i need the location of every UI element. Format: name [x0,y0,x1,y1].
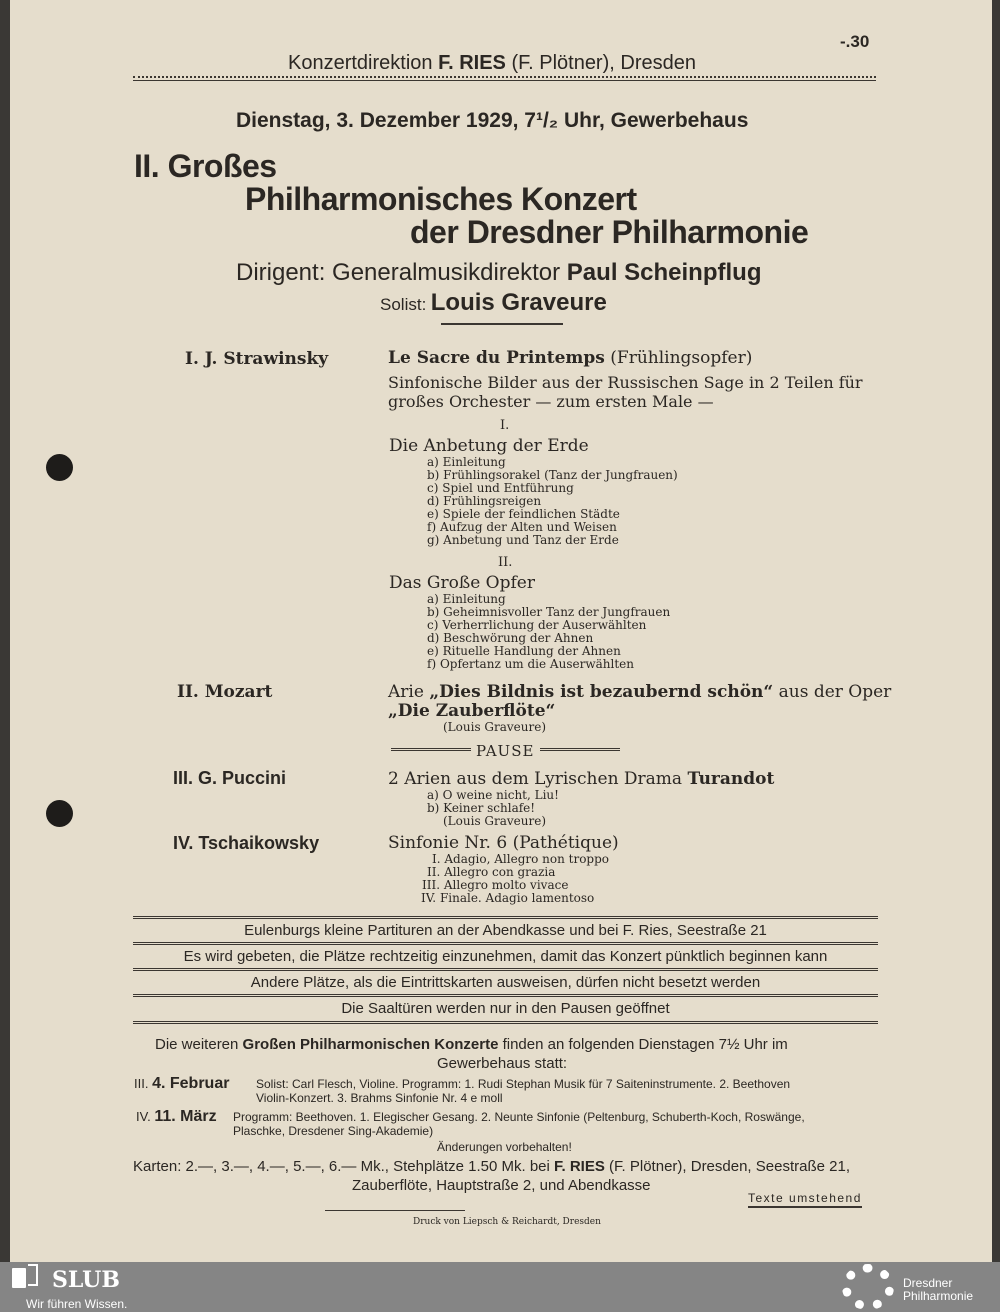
notice: Die Saaltüren werden nur in den Pausen geöffnet [133,994,878,1020]
work-name: 2 Arien aus dem Lyrischen Drama [388,769,683,789]
page-number: -.30 [840,32,870,51]
concert-text: Solist: Carl Flesch, Violine. Programm: 1. Rudi Stephan Musik für 7 Saiteninstrumente. 2. Beethoven [256,1077,791,1091]
title-line-2: Philharmonisches Konzert [245,181,637,217]
aria-label: Arie [388,682,424,702]
concert-text: Plaschke, Dresdener Sing-Akademie) [233,1124,434,1138]
printer-credit: Druck von Liepsch & Reichardt, Dresden [413,1217,601,1227]
concert-date: 4. Februar [152,1075,230,1092]
composer: I. J. Strawinsky [185,349,329,369]
date-line: Dienstag, 3. Dezember 1929, 7¹/₂ Uhr, Gewerbehaus [236,109,749,132]
pause-rule [391,748,471,751]
movement: b) Geheimnisvoller Tanz der Jungfrauen [427,605,671,619]
work-name: Le Sacre du Printemps [388,348,605,368]
movement: c) Verherrlichung der Auserwählten [427,618,647,632]
work-title [388,769,774,789]
work-title [388,348,752,368]
aria-name: „Dies Bildnis ist bezaubernd schön“ [429,682,774,702]
partner-line: Philharmonie [903,1289,974,1303]
partner-line: Dresdner [903,1276,953,1290]
part-number: I. [500,418,510,433]
punch-hole [46,800,73,827]
footer-bar [0,1262,1000,1312]
movement: f) Opfertanz um die Auserwählten [427,657,634,671]
tickets-pre: Karten: 2.—, 3.—, 4.—, 5.—, 6.— Mk., Stehplätze 1.50 Mk. bei [133,1158,550,1175]
notice: Andere Plätze, als die Eintrittskarten ausweisen, dürfen nicht besetzt werden [133,968,878,994]
movement-list [427,456,678,547]
philharmonie-logo-icon [842,1264,894,1310]
concert-number: IV. [136,1109,151,1124]
slub-logo-icon [12,1268,26,1288]
movement-list [420,853,609,905]
header-suffix: (F. Plötner), Dresden [511,52,696,74]
performer: (Louis Graveure) [443,814,547,828]
tickets-post: (F. Plötner), Dresden, Seestraße 21, [609,1158,850,1175]
notice: Eulenburgs kleine Partituren an der Abendkasse und bei F. Ries, Seestraße 21 [133,916,878,942]
movement: II. Allegro con grazia [427,865,556,879]
notice: Es wird gebeten, die Plätze rechtzeitig einzunehmen, damit das Konzert pünktlich beginnen kann [133,942,878,968]
movement: c) Spiel und Entführung [427,481,574,495]
work-description: großes Orchester — zum ersten Male — [388,392,714,411]
movement: b) Frühlingsorakel (Tanz der Jungfrauen) [427,468,678,482]
part-name: Die Anbetung der Erde [389,436,589,456]
movement: e) Rituelle Handlung der Ahnen [427,644,621,658]
movement-list [427,789,559,828]
work-title: Sinfonie Nr. 6 (Pathétique) [388,833,619,853]
movement: e) Spiele der feindlichen Städte [427,507,620,521]
work-bold: Turandot [687,769,775,789]
concert-date: 11. März [154,1108,217,1125]
conductor [236,259,761,287]
work-title [388,682,891,702]
concert-entry [136,1108,217,1126]
concert-text: Violin-Konzert. 3. Brahms Sinfonie Nr. 4 e moll [256,1091,503,1105]
tickets-line [133,1158,850,1175]
conductor-label: Dirigent: Generalmusikdirektor [236,259,561,286]
work-description: Sinfonische Bilder aus der Russischen Sage in 2 Teilen für [388,373,863,392]
philharmonie-logo-text[interactable] [903,1277,973,1303]
movement: a) O weine nicht, Liu! [427,788,559,802]
movement: III. Allegro molto vivace [422,878,569,892]
further-intro [155,1036,788,1053]
soloist [380,289,607,317]
title-line-1: II. Großes [134,148,277,184]
slub-logo-text[interactable]: SLUB [52,1267,120,1293]
conductor-name: Paul Scheinpflug [566,259,762,286]
slub-logo-icon-frame [28,1264,38,1286]
slub-slogan: Wir führen Wissen. [26,1297,128,1311]
further-line2: Gewerbehaus statt: [437,1055,568,1072]
movement: a) Einleitung [427,455,506,469]
composer: IV. Tschaikowsky [173,833,320,853]
further-pre: Die weiteren [155,1036,239,1053]
composer: III. G. Puccini [173,768,287,788]
title-line-3: der Dresdner Philharmonie [410,214,809,250]
pause-label: PAUSE [476,742,535,760]
concert-text: Programm: Beethoven. 1. Elegischer Gesang. 2. Neunte Sinfonie (Peltenburg, Schuberth-Koch, Roswänge, [233,1110,805,1124]
further-bold: Großen Philharmonischen Konzerte [242,1036,499,1053]
header [288,52,696,75]
movement: a) Einleitung [427,592,506,606]
printer-rule [325,1210,465,1211]
composer: II. Mozart [177,682,273,702]
pause-rule [540,748,620,751]
movement-list [427,593,670,671]
further-post: finden an folgenden Dienstagen 7½ Uhr im [502,1036,788,1053]
movement: g) Anbetung und Tanz der Erde [427,533,619,547]
performer: (Louis Graveure) [443,720,547,734]
movement: b) Keiner schlafe! [427,801,536,815]
tickets-bold: F. RIES [554,1158,605,1175]
part-number: II. [498,555,513,570]
movement: d) Frühlingsreigen [427,494,542,508]
punch-hole [46,454,73,481]
opera-name: „Die Zauberflöte“ [388,701,556,721]
tickets-line2: Zauberflöte, Hauptstraße 2, und Abendkasse [352,1177,651,1194]
texte-umstehend: Texte umstehend [748,1191,862,1208]
concert-number: III. [134,1076,149,1091]
header-prefix: Konzertdirektion [288,52,433,74]
movement: d) Beschwörung der Ahnen [427,631,594,645]
movement: IV. Finale. Adagio lamentoso [421,891,595,905]
soloist-name: Louis Graveure [430,289,607,316]
header-name: F. RIES [438,52,506,74]
concert-entry [134,1075,229,1093]
movement: f) Aufzug der Alten und Weisen [427,520,617,534]
part-name: Das Große Opfer [389,573,535,593]
notice-rule [133,1021,878,1024]
header-rule [133,76,876,81]
work-note: (Frühlingsopfer) [610,348,753,368]
title-underline [441,323,563,325]
movement: I. Adagio, Allegro non troppo [432,852,610,866]
opera-label: aus der Oper [778,682,892,702]
soloist-label: Solist: [380,295,427,314]
changes-note: Änderungen vorbehalten! [437,1140,572,1154]
